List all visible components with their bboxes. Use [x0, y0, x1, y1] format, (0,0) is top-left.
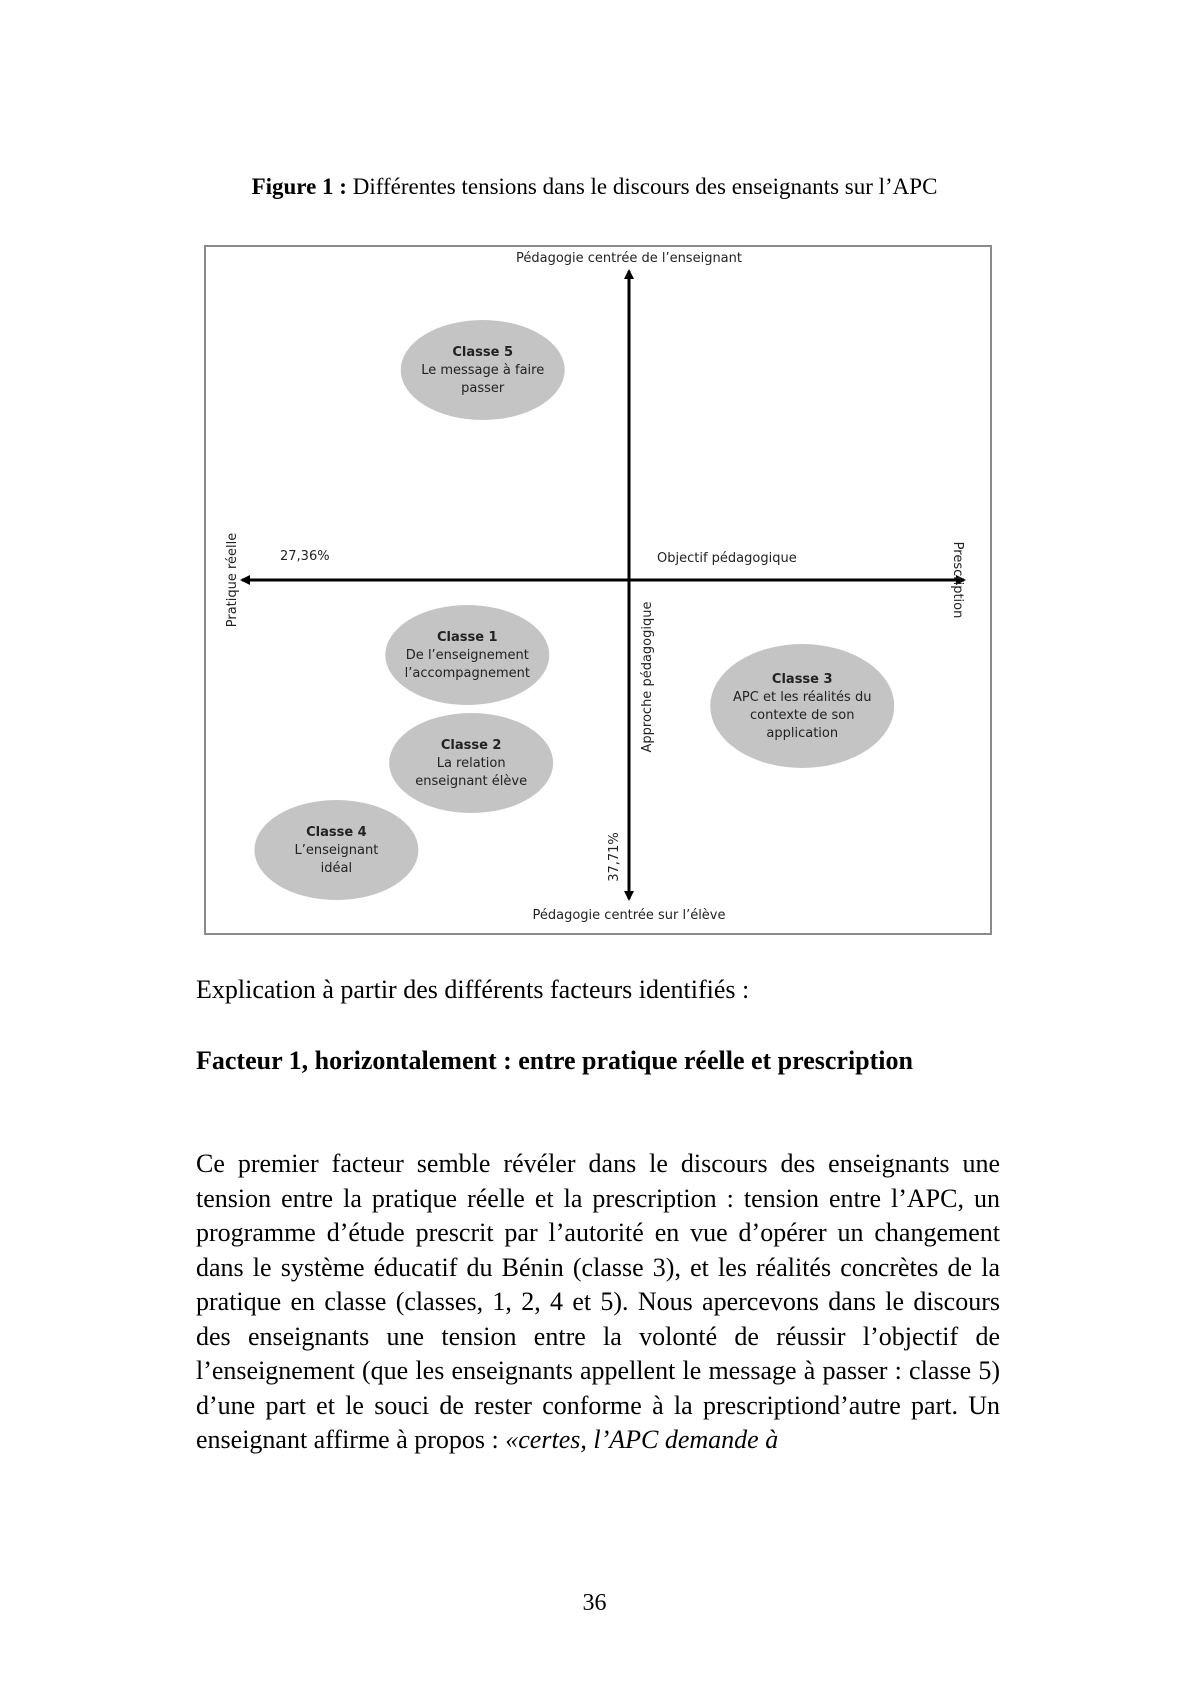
class-description: idéal: [320, 861, 353, 876]
class-description: De l’enseignement: [405, 648, 529, 663]
figure-title: Différentes tensions dans le discours des enseignants sur l’APC: [346, 174, 938, 199]
figure-1: [204, 245, 992, 935]
horizontal-axis-name: Objectif pédagogique: [657, 551, 797, 566]
class-description: contexte de son: [750, 708, 855, 723]
vertical-variance: 37,71%: [607, 832, 622, 882]
class-bubble-classe5: [401, 320, 565, 420]
class-bubble-classe1: [385, 605, 549, 705]
class-title: Classe 5: [452, 345, 514, 360]
left-axis-label: Pratique réelle: [225, 532, 240, 628]
class-description: L’enseignant: [294, 843, 379, 858]
class-bubble-classe3: [710, 644, 894, 768]
class-description: APC et les réalités du: [733, 690, 872, 705]
horizontal-variance: 27,36%: [280, 549, 330, 564]
quote-text: «certes, l’APC demande à: [505, 1425, 779, 1454]
class-bubble-classe2: [389, 713, 553, 813]
bottom-axis-label: Pédagogie centrée sur l’élève: [532, 908, 726, 923]
vertical-axis-name: Approche pédagogique: [640, 601, 655, 753]
paragraph-text: Ce premier facteur semble révéler dans le discours des enseignants une tension entre la pratique réelle et la prescription : tension entre l’APC, un programme d’étude prescrit par l’autorité en vue d’opérer un changement dans le système éducatif du Bénin (classe 3), et les réalités concrètes de la pratique en classe (classes, 1, 2, 4 et 5). Nous apercevons dans le discours des enseignants une tension entre la volonté de réussir l’objectif de l’enseignement (que les enseignants appellent le message à passer : classe 5) d’une part et le souci de rester conforme à la prescriptiond’autre part. Un enseignant affirme à propos :: [196, 1149, 1000, 1454]
class-description: Le message à faire: [421, 363, 545, 378]
class-bubble-classe4: [254, 800, 418, 900]
figure-label: Figure 1 :: [251, 174, 347, 199]
class-title: Classe 4: [306, 825, 367, 840]
class-description: La relation: [436, 756, 506, 771]
intro-text: Explication à partir des différents facteurs identifiés :: [196, 975, 750, 1004]
class-ellipse: [710, 644, 894, 768]
top-axis-label: Pédagogie centrée de l’enseignant: [515, 251, 743, 266]
class-title: Classe 3: [771, 672, 833, 687]
class-title: Classe 2: [440, 738, 502, 753]
section-heading: [196, 1044, 1000, 1079]
class-description: application: [766, 726, 839, 741]
class-description: passer: [461, 381, 505, 396]
class-description: l’accompagnement: [404, 666, 530, 681]
section-heading-text: Facteur 1, horizontalement : entre pratique réelle et prescription: [196, 1046, 913, 1075]
right-axis-label: Prescription: [950, 541, 965, 619]
page-number: 36: [582, 1590, 607, 1616]
class-description: enseignant élève: [415, 774, 528, 789]
class-title: Classe 1: [436, 630, 498, 645]
body-paragraph: [196, 1147, 1000, 1458]
figure-caption: [0, 174, 1189, 200]
factorial-map: [206, 247, 990, 933]
